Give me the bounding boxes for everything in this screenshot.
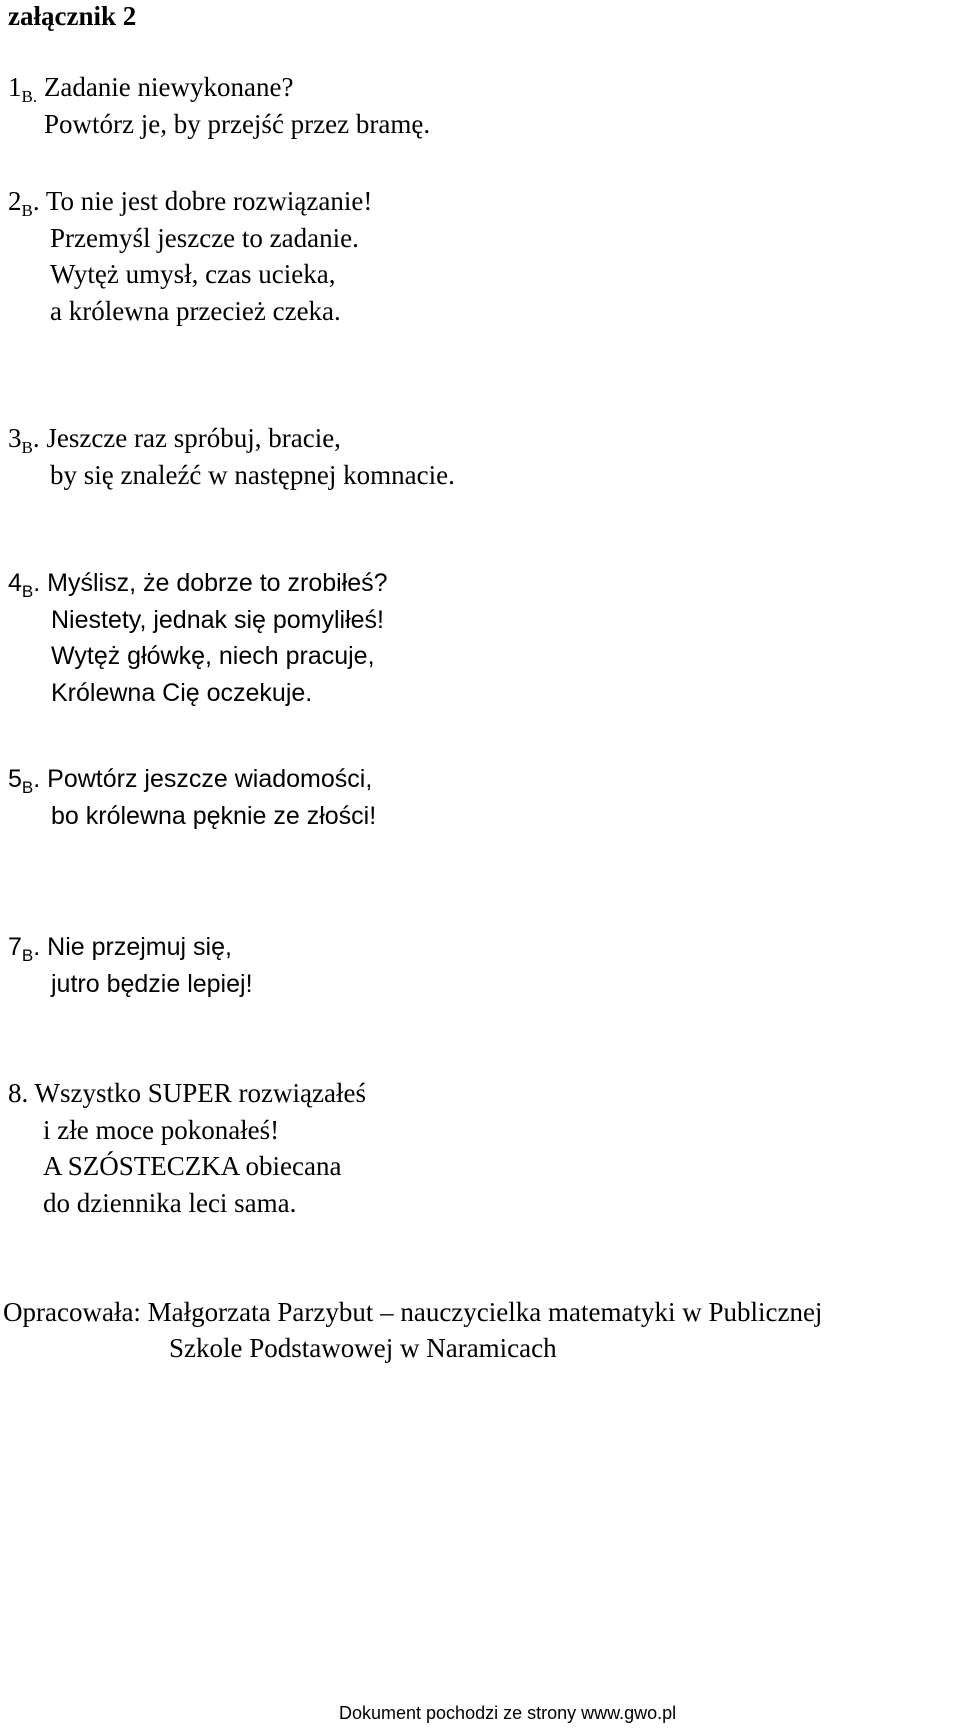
message-3b bbox=[8, 420, 455, 493]
message-5b bbox=[8, 761, 376, 834]
entry-line: do dziennika leci sama. bbox=[43, 1187, 297, 1218]
entry-line: Niestety, jednak się pomyliłeś! bbox=[51, 605, 385, 634]
entry-line: Nie przejmuj się, bbox=[47, 933, 232, 961]
entry-line: Myślisz, że dobrze to zrobiłeś? bbox=[47, 569, 388, 597]
entry-number: 8. bbox=[8, 1078, 29, 1108]
entry-line: Jeszcze raz spróbuj, bracie, bbox=[46, 423, 341, 453]
entry-line: Wytęż umysł, czas ucieka, bbox=[50, 259, 336, 289]
credits-line-1: Opracowała: Małgorzata Parzybut – nauczycielka matematyki w Publicznej bbox=[3, 1297, 823, 1327]
entry-line: by się znaleźć w następnej komnacie. bbox=[50, 459, 455, 490]
entry-number: $1_{B.}$ bbox=[8, 72, 38, 106]
source-footer: Dokument pochodzi ze strony www.gwo.pl bbox=[339, 1703, 677, 1723]
author-credits bbox=[3, 1294, 822, 1366]
entry-number: $4_B$. bbox=[8, 569, 41, 601]
entry-line: Przemyśl jeszcze to zadanie. bbox=[50, 222, 359, 253]
entry-line: jutro będzie lepiej! bbox=[51, 969, 253, 998]
entry-line: Królewna Cię oczekuje. bbox=[51, 678, 313, 707]
entry-line: Wytęż główkę, niech pracuje, bbox=[51, 642, 375, 670]
credits-line-2: Szkole Podstawowej w Naramicach bbox=[169, 1333, 557, 1363]
entry-number: $5_B$. bbox=[8, 765, 41, 797]
message-8 bbox=[8, 1075, 366, 1221]
entry-line: Powtórz jeszcze wiadomości, bbox=[47, 765, 373, 793]
message-2b bbox=[8, 183, 372, 329]
entry-line: Powtórz je, by przejść przez bramę. bbox=[44, 108, 431, 139]
message-7b bbox=[8, 929, 253, 1002]
entry-line: Wszystko SUPER rozwiązałeś bbox=[34, 1078, 366, 1108]
message-1b bbox=[8, 69, 430, 142]
entry-line: Zadanie niewykonane? bbox=[43, 72, 294, 102]
entry-line: a królewna przecież czeka. bbox=[50, 295, 341, 326]
entry-line: i złe moce pokonałeś! bbox=[43, 1114, 280, 1145]
entry-line: A SZÓSTECZKA obiecana bbox=[43, 1151, 342, 1181]
entry-number: $3_B$. bbox=[8, 423, 40, 457]
entry-number: $7_B$. bbox=[8, 933, 41, 965]
message-4b bbox=[8, 565, 388, 711]
entry-number: $2_B$. bbox=[8, 186, 40, 220]
page-title: załącznik 2 bbox=[8, 1, 137, 31]
entry-line: To nie jest dobre rozwiązanie! bbox=[45, 186, 373, 216]
entry-line: bo królewna pęknie ze złości! bbox=[51, 801, 377, 830]
